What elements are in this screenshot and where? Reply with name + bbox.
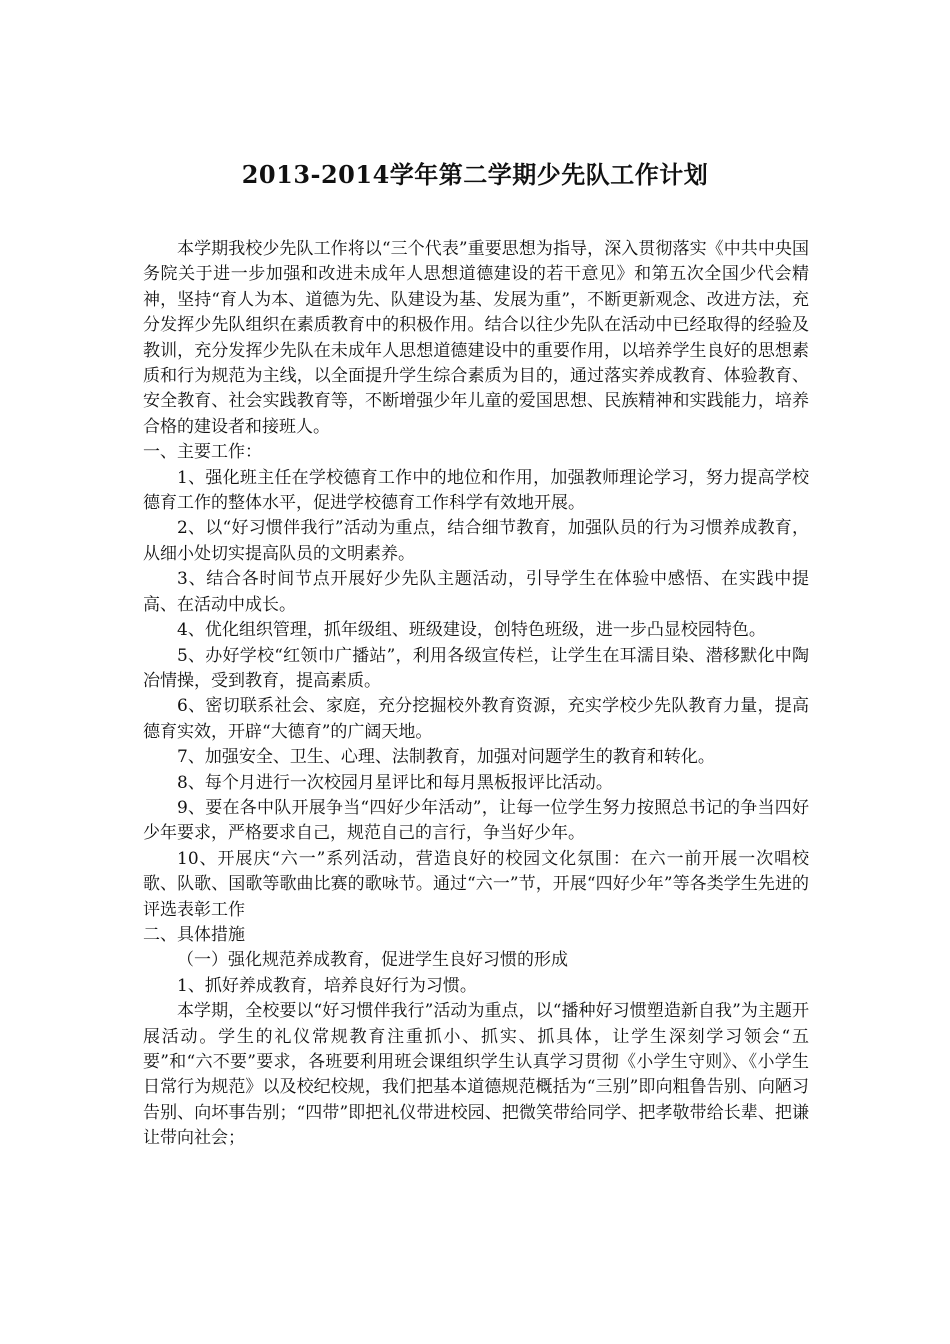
paragraph: 9、要在各中队开展争当“四好少年活动”，让每一位学生努力按照总书记的争当四好少年要求，严格要求自己，规范自己的言行，争当好少年。	[143, 797, 809, 844]
paragraph: 一、主要工作：	[143, 442, 262, 463]
paragraph: 本学期我校少先队工作将以“三个代表”重要思想为指导，深入贯彻落实《中共中央国务院关于进一步加强和改进未成年人思想道德建设的若干意见》和第五次全国少代会精神，坚持“育人为本、道德为先、队建设为基、发展为重”，不断更新观念、改进方法，充分发挥少先队组织在素质教育中的积极作用。结合以往少先队在活动中已经取得的经验及教训，充分发挥少先队在未成年人思想道德建设中的重要作用，以培养学生良好的思想素质和行为规范为主线，以全面提升学生综合素质为目的，通过落实养成教育、体验教育、安全教育、社会实践教育等，不断增强少年儿童的爱国思想、民族精神和实践能力，培养合格的建设者和接班人。	[143, 239, 809, 437]
paragraph: 8、每个月进行一次校园月星评比和每月黑板报评比活动。	[177, 772, 613, 793]
paragraph: 5、办好学校“红领巾广播站”，利用各级宣传栏，让学生在耳濡目染、潜移默化中陶冶情操，受到教育，提高素质。	[143, 645, 809, 691]
paragraph: 1、抓好养成教育，培养良好行为习惯。	[177, 975, 477, 996]
paragraph: 3、结合各时间节点开展好少先队主题活动，引导学生在体验中感悟、在实践中提高、在活动中成长。	[143, 569, 809, 615]
paragraph: 二、具体措施	[143, 924, 245, 945]
paragraph: 10、开展庆“六一”系列活动，营造良好的校园文化氛围：在六一前开展一次唱校歌、队歌、国歌等歌曲比赛的歌咏节。通过“六一”节，开展“四好少年”等各类学生先进的评选表彰工作	[143, 848, 809, 920]
paragraph: 本学期，全校要以“好习惯伴我行”活动为重点，以“播种好习惯塑造新自我”为主题开展活动。学生的礼仪常规教育注重抓小、抓实、抓具体，让学生深刻学习领会“五要”和“六不要”要求，各班要利用班会课组织学生认真学习贯彻《小学生守则》、《小学生日常行为规范》以及校纪校规，我们把基本道德规范概括为“三别”即向粗鲁告别、向陋习告别、向坏事告别；“四带”即把礼仪带进校园、把微笑带给同学、把孝敬带给长辈、把谦让带向社会；	[143, 1001, 809, 1149]
paragraph: 2、以“好习惯伴我行”活动为重点，结合细节教育，加强队员的行为习惯养成教育，从细小处切实提高队员的文明素养。	[143, 518, 809, 564]
document-title: 2013-2014学年第二学期少先队工作计划	[241, 160, 709, 189]
document-body	[143, 237, 809, 1152]
paragraph: 4、优化组织管理，抓年级组、班级建设，创特色班级，进一步凸显校园特色。	[177, 620, 766, 641]
paragraph: 7、加强安全、卫生、心理、法制教育，加强对问题学生的教育和转化。	[177, 747, 715, 768]
paragraph: 1、强化班主任在学校德育工作中的地位和作用，加强教师理论学习，努力提高学校德育工作的整体水平，促进学校德育工作科学有效地开展。	[143, 467, 809, 514]
paragraph: 6、密切联系社会、家庭，充分挖掘校外教育资源，充实学校少先队教育力量，提高德育实效，开辟“大德育”的广阔天地。	[143, 696, 809, 742]
paragraph: （一）强化规范养成教育，促进学生良好习惯的形成	[177, 950, 568, 971]
